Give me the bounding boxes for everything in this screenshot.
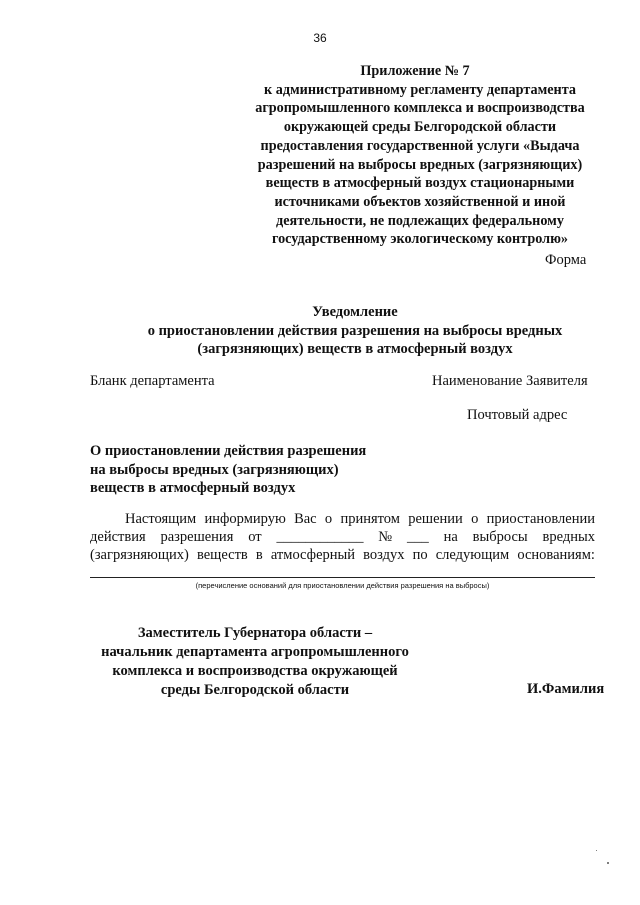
signer-name: И.Фамилия bbox=[527, 681, 605, 697]
signer-line: начальник департамента агропромышленного bbox=[101, 644, 409, 660]
word: решении bbox=[408, 511, 463, 527]
word: Вас bbox=[294, 511, 317, 527]
reasons-caption: (перечисление оснований для приостановлении действия разрешения на выбросы) bbox=[195, 581, 490, 590]
postal-address-label: Почтовый адрес bbox=[467, 407, 568, 423]
subject-line: веществ в атмосферный воздух bbox=[90, 480, 296, 496]
appendix-line: окружающей среды Белгородской области bbox=[283, 119, 557, 136]
word: разрешения bbox=[160, 529, 234, 545]
applicant-name-label: Наименование Заявителя bbox=[432, 373, 588, 389]
word: вредных bbox=[542, 529, 595, 545]
body-paragraph bbox=[90, 510, 595, 564]
word: по bbox=[412, 547, 428, 563]
appendix-line: агропромышленного комплекса и воспроизводства bbox=[255, 100, 585, 117]
appendix-line: разрешений на выбросы вредных (загрязняющих) bbox=[257, 156, 583, 173]
word: следующим bbox=[435, 547, 510, 563]
subject-line: О приостановлении действия разрешения bbox=[90, 443, 367, 459]
appendix-line: государственному экологическому контролю» bbox=[271, 231, 569, 248]
word: (загрязняющих) bbox=[90, 547, 189, 563]
word: действия bbox=[90, 529, 146, 545]
body-line-2 bbox=[90, 528, 595, 546]
word: в bbox=[255, 547, 263, 563]
word: основаниям: bbox=[517, 547, 595, 563]
word: о bbox=[324, 511, 333, 527]
notice-title-line: Уведомление bbox=[312, 304, 398, 320]
appendix-line: Приложение № 7 bbox=[360, 63, 470, 79]
appendix-line: к административному регламенту департамента bbox=[264, 81, 576, 98]
appendix-line: предоставления государственной услуги «Выдача bbox=[260, 137, 580, 154]
word: информирую bbox=[204, 511, 286, 527]
notice-title bbox=[90, 303, 620, 358]
signer-line: среды Белгородской области bbox=[160, 682, 350, 698]
reasons-fill-line bbox=[90, 577, 595, 578]
department-letterhead-label: Бланк департамента bbox=[90, 373, 215, 389]
word: от bbox=[248, 529, 262, 545]
word: выбросы bbox=[472, 529, 528, 545]
notice-title-line: (загрязняющих) веществ в атмосферный воздух bbox=[197, 341, 513, 357]
number-blank: ___ bbox=[406, 529, 429, 545]
page-number: 36 bbox=[313, 31, 327, 45]
word: на bbox=[443, 529, 458, 545]
letter-subject bbox=[90, 442, 366, 498]
scan-speck bbox=[607, 862, 609, 864]
signer-title bbox=[90, 624, 420, 700]
word: принятом bbox=[340, 511, 400, 527]
date-blank: ____________ bbox=[276, 529, 364, 545]
word: о bbox=[471, 511, 479, 527]
word: атмосферный bbox=[270, 547, 356, 563]
signer-line: комплекса и воспроизводства окружающей bbox=[112, 663, 398, 679]
word: № bbox=[378, 529, 393, 545]
word: приостановлении bbox=[486, 511, 595, 527]
word: Настоящим bbox=[125, 511, 197, 527]
appendix-line: веществ в атмосферный воздух стационарными bbox=[265, 175, 575, 192]
appendix-header bbox=[205, 62, 635, 249]
word: веществ bbox=[196, 547, 248, 563]
notice-title-line: о приостановлении действия разрешения на выбросы вредных bbox=[147, 323, 563, 339]
appendix-line: источниками объектов хозяйственной и иной bbox=[274, 193, 566, 210]
scan-speck bbox=[596, 850, 597, 851]
form-label: Форма bbox=[545, 252, 587, 268]
body-line-1 bbox=[90, 510, 595, 528]
body-line-3 bbox=[90, 546, 595, 564]
appendix-line: деятельности, не подлежащих федеральному bbox=[276, 212, 564, 229]
signer-line: Заместитель Губернатора области – bbox=[137, 625, 373, 641]
subject-line: на выбросы вредных (загрязняющих) bbox=[90, 461, 339, 478]
word: воздух bbox=[363, 547, 405, 563]
